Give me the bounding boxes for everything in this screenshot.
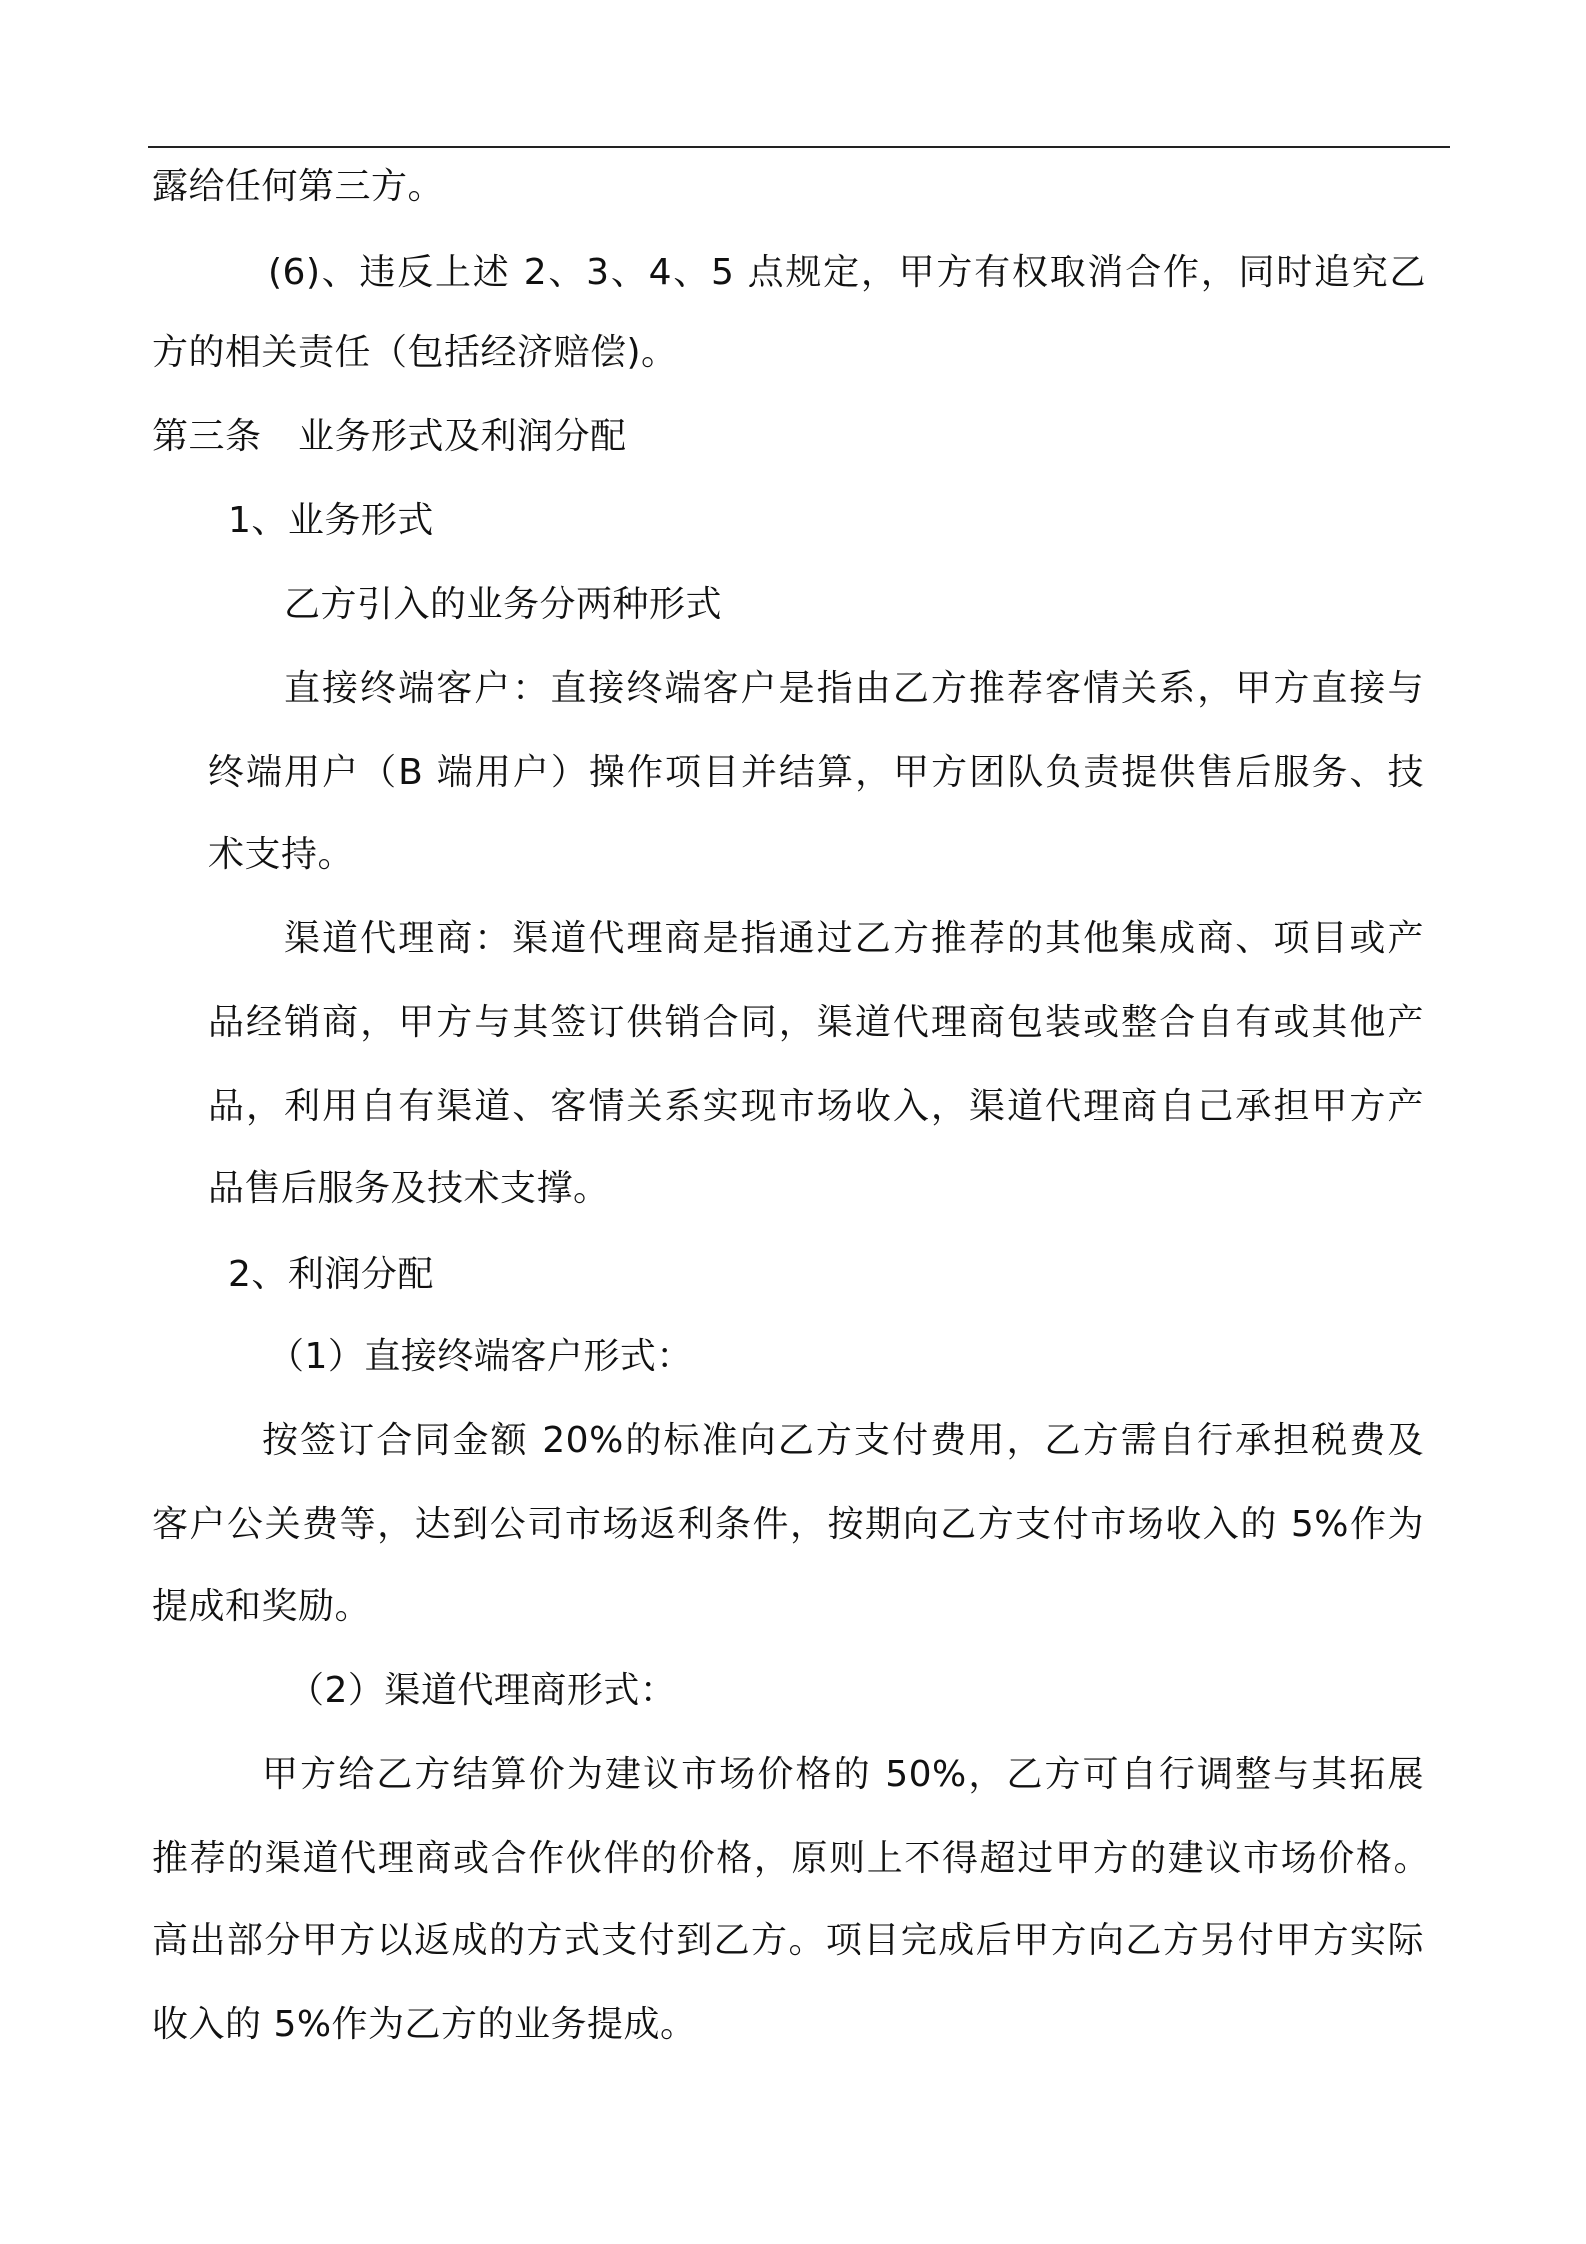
text-line: (6)、违反上述 2、3、4、5 点规定，甲方有权取消合作，同时追究乙 (268, 252, 1426, 293)
section-heading: 第三条 业务形式及利润分配 (152, 416, 627, 457)
text-line: 直接终端客户：直接终端客户是指由乙方推荐客情关系，甲方直接与 (284, 668, 1424, 709)
text-line: 客户公关费等，达到公司市场返利条件，按期向乙方支付市场收入的 5%作为 (152, 1504, 1424, 1545)
header-rule (148, 146, 1450, 148)
subsection-heading: 2、利润分配 (228, 1254, 434, 1295)
text-line: 渠道代理商：渠道代理商是指通过乙方推荐的其他集成商、项目或产 (284, 918, 1424, 959)
clause-heading: （2）渠道代理商形式： (288, 1670, 677, 1711)
text-line: 品经销商，甲方与其签订供销合同，渠道代理商包装或整合自有或其他产 (208, 1002, 1424, 1043)
text-line: 提成和奖励。 (152, 1586, 372, 1627)
text-line: 乙方引入的业务分两种形式 (284, 584, 723, 625)
text-line: 露给任何第三方。 (152, 166, 445, 207)
text-line: 高出部分甲方以返成的方式支付到乙方。项目完成后甲方向乙方另付甲方实际 (152, 1920, 1424, 1961)
text-line: 按签订合同金额 20%的标准向乙方支付费用，乙方需自行承担税费及 (262, 1420, 1424, 1461)
text-line: 品售后服务及技术支撑。 (208, 1168, 610, 1209)
text-line: 终端用户（B 端用户）操作项目并结算，甲方团队负责提供售后服务、技 (208, 752, 1424, 793)
text-line: 推荐的渠道代理商或合作伙伴的价格，原则上不得超过甲方的建议市场价格。 (152, 1838, 1430, 1879)
subsection-heading: 1、业务形式 (228, 500, 434, 541)
text-line: 方的相关责任（包括经济赔偿)。 (152, 332, 678, 373)
text-line: 术支持。 (208, 834, 355, 875)
text-line: 收入的 5%作为乙方的业务提成。 (152, 2004, 697, 2045)
text-line: 甲方给乙方结算价为建议市场价格的 50%，乙方可自行调整与其拓展 (262, 1754, 1424, 1795)
clause-heading: （1）直接终端客户形式： (268, 1336, 693, 1377)
text-line: 品，利用自有渠道、客情关系实现市场收入，渠道代理商自己承担甲方产 (208, 1086, 1424, 1127)
